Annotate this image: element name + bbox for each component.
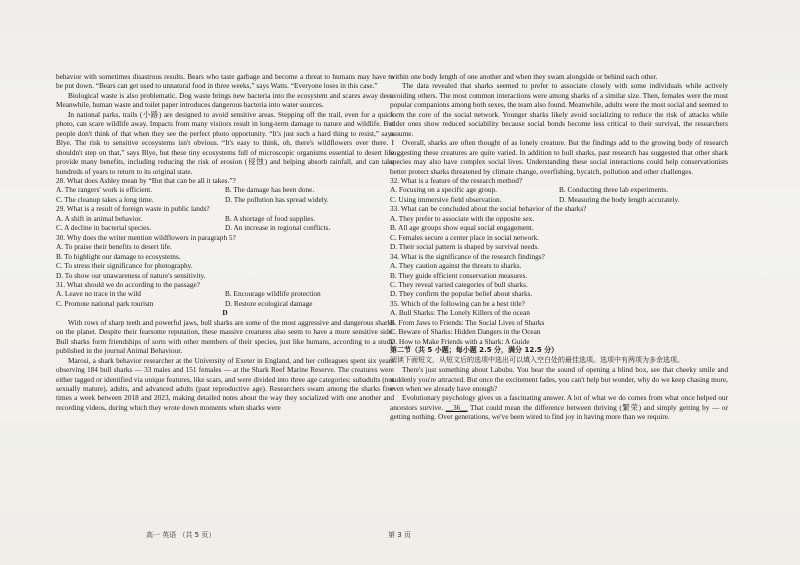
footer-course-label: 高一 英语 （共 5 页） [146,531,216,539]
options-row [56,299,394,308]
paragraph: With rows of sharp teeth and powerful jaws, bull sharks are some of the most aggressive and dangerous sharks on the planet. Despite their fearsome reputation, these massive creatures also seem to have a more sensitive side: Bull sharks form friendships of sorts with other members of their species, just like humans, according to a study published in the journal Animal Behaviour. [56,317,394,356]
option: D. Measuring the body length accurately. [559,194,680,204]
question-30: 30. Why does the writer mention wildflowers in paragraph 5? [56,232,236,242]
option: A. They caution against the threats to sharks. [390,261,522,271]
option: A. To praise their benefits to desert life. [56,242,172,252]
blank-36: __36__ [445,402,468,412]
paragraph: behavior with sometimes disastrous results. Bears who taste garbage and become a threat to humans may have to be put down. “Bears can get used to unnatural food in three weeks,” says Watts. “Everyone loses in this case.” [56,72,394,91]
sentence: That could mean the difference between thriving (繁荣) and simply getting by — or getting nothing. Over generations, we've been wired to find joy in having more than we require. [390,402,728,422]
question-35: 35. Which of the following can be a best title? [390,298,525,308]
option: C. Females secure a center place in social network. [390,232,540,242]
paragraph: Marosi, a shark behavior researcher at the University of Exeter in England, and her colleagues spent six years observing 184 bull sharks — 33 males and 151 females — at the Shark Reef Marine Reserve. The creatures were either tagged or identified via unique features, like scars, and were divided into three age categories: subadults (not sexually mature), adults, and advanced adults (past reproductive age). Researchers swam among the sharks five times a week between 2018 and 2023, making detailed notes about the way they socialized with one another and recording videos, during which they wrote down moments when sharks were [56,355,394,412]
options-row [390,195,728,204]
option: C. To stress their significance for photography. [56,261,193,271]
option: D. They confirm the popular belief about sharks. [390,289,533,299]
option: B. To highlight our damage to ecosystems. [56,251,181,261]
right-column [390,72,728,422]
paragraph: within one body length of one another and when they swam alongside or behind each other. [390,72,658,81]
options-row [56,195,394,204]
options-row [56,223,394,232]
option: C. Beware of Sharks: Hidden Dangers in the Ocean [390,327,541,337]
option: B. They guide efficient conservation measures. [390,270,528,280]
question-34: 34. What is the significance of the research findings? [390,251,545,261]
paragraph: Biological waste is also problematic. Dog waste brings new bacteria into the ecosystem and scares away deer. Meanwhile, human waste and toilet paper introduces dangerous bacteria into water sources. [56,90,394,110]
question-32: 32. What is a feature of the research method? [390,175,523,185]
option: A. Leave no trace in the wild [56,289,141,299]
option: B. All age groups show equal social engagement. [390,223,534,233]
option: D. The pollution has spread widely. [225,194,329,204]
option: B. Conducting three lab experiments. [559,185,669,195]
options-row [390,185,728,194]
paragraph: There's just something about Labubu. You hear the sound of opening a blind box, see that cheeky smile and suddenly you're attracted. But once the excitement fades, you can't help but wonder, why do we keep chasing more, even when we already have enough? [390,365,728,393]
footer-page-number: 第 3 页 [388,531,411,539]
option: A. Focusing on a specific age group. [390,185,497,195]
option: D. Restore ecological damage [225,298,313,308]
paragraph: Overall, sharks are often thought of as lonely creature. But the findings add to the growing body of research suggesting these creatures are quite varied. In addition to bull sharks, past research has suggested that other shark species may also have complex social lives. Understanding these social interactions could help conservationists better protect sharks threatened by climate change, overfishing, bycatch, pollution and other challenges. [390,138,728,176]
option: B. A shortage of food supplies. [225,213,316,223]
question-28: 28. What does Ashley mean by “But that can be all it takes.”? [56,175,236,185]
options-row [56,185,394,194]
options-row [56,289,394,298]
option: D. How to Make Friends with a Shark: A Guide [390,336,530,346]
left-column [56,72,394,412]
question-33: 33. What can be concluded about the social behavior of the sharks? [390,204,587,214]
sentence: Evolutionary psychology gives us a fascinating answer. A lot of what we do comes from what once helped our ancestors survive. [390,393,728,412]
option: B. The damage has been done. [225,185,315,195]
paragraph [390,393,728,421]
option: D. An increase in regional conflicts. [225,223,331,233]
option: C. Promote national park tourism [56,298,154,308]
section-2-instructions: 阅读下面短文，从短文后的选项中选出可以填入空白处的最佳选项。选项中有两项为多余选项。 [390,355,684,364]
option: C. Using immersive field observation. [390,194,502,204]
options-row [56,214,394,223]
section-2-heading: 第二节（共 5 小题；每小题 2.5 分，满分 12.5 分） [390,346,559,355]
option: A. A shift in animal behavior. [56,213,143,223]
option: A. Bull Sharks: The Lonely Killers of the ocean [390,308,530,318]
option: C. A decline in bacterial species. [56,223,152,233]
option: A. They prefer to associate with the opposite sex. [390,213,535,223]
option: D. Their social pattern is shaped by survival needs. [390,242,540,252]
question-31: 31. What should we do according to the passage? [56,279,200,289]
option: C. They reveal varied categories of bull sharks. [390,279,528,289]
option: C. The cleanup takes a long time. [56,194,154,204]
option: B. Encourage wildlife protection [225,289,321,299]
option: D. To show our unawareness of nature's sensitivity. [56,270,206,280]
option: B. From Jaws to Friends: The Social Lives of Sharks [390,317,545,327]
section-d-heading: D [222,308,228,318]
question-29: 29. What is a result of foreign waste in public lands? [56,204,210,214]
paragraph: In national parks, trails (小路) are designed to avoid sensitive areas. Stepping off the trail, even for a quick photo, can scare wildlife away. Impacts from many visitors result in long-term damage to nature and wildlife. But people don't think of that when they see the perfect photo opportunity. “It's just such a hard thing to resist,” says Blye. The risk to sensitive ecosystems isn't obvious. “It's easy to think, oh, there's wildflowers over there. I shouldn't step on that,” says Blye, but these tiny ecosystems full of microscopic organisms essential to desert life provide many benefits, including reducing the risk of erosion (侵蚀) and helping absorb rainfall, and can take hundreds of years to return to its original state. [56,109,394,176]
option: A. The rangers' work is efficient. [56,185,153,195]
paragraph: The data revealed that sharks seemed to prefer to associate closely with some individuals while actively avoiding others. The most common interactions were among sharks of a similar size. Then, females were the most popular companions among both sexes, the team also found. Meanwhile, adults were the most social and seemed to form the core of the social network. Younger sharks likely avoid socializing to reduce the risk of attacks while older ones show reduced sociability because social bonds become less critical to their survival, the researchers assume. [390,81,728,138]
